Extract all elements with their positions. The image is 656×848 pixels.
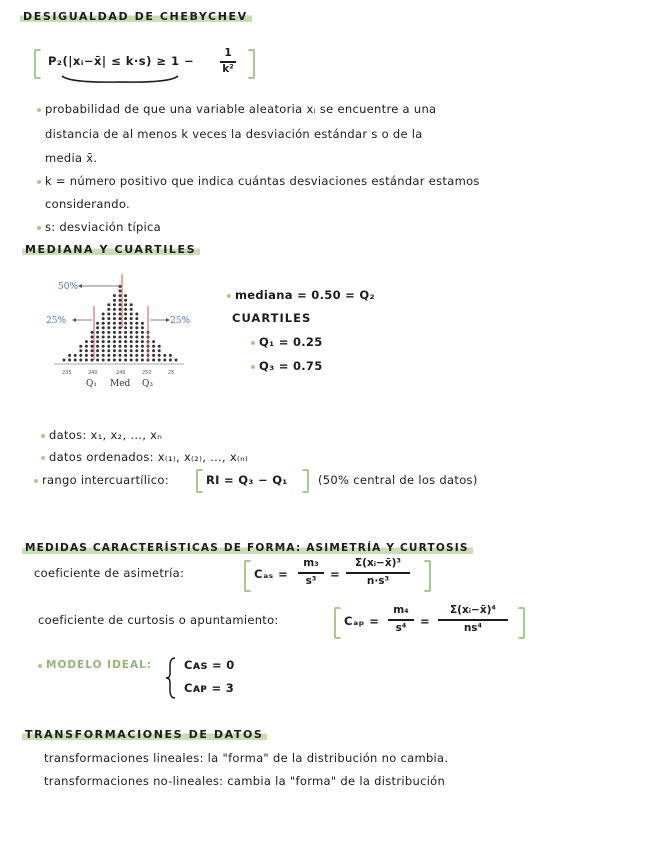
ideal-cap: Cᴀᴘ = 3 — [184, 681, 235, 695]
plot-dot — [130, 308, 133, 311]
plot-dot — [130, 313, 133, 316]
bracket-right — [424, 560, 431, 592]
heading-transformaciones: TRANSFORMACIONES DE DATOS — [22, 727, 267, 741]
plot-dot — [96, 326, 99, 329]
bullet-dot — [38, 664, 42, 668]
plot-dot — [91, 345, 94, 348]
plot-dot — [107, 313, 110, 316]
bullet-dot — [37, 226, 41, 230]
plot-dot — [135, 331, 138, 334]
fraction-bar — [388, 619, 414, 621]
underbrace — [60, 74, 180, 86]
plot-dot — [85, 345, 88, 348]
plot-dot — [113, 322, 116, 325]
plot-dot — [135, 354, 138, 357]
plot-dot — [141, 354, 144, 357]
plot-dot — [91, 336, 94, 339]
bracket-left — [34, 49, 41, 79]
plot-dot — [130, 331, 133, 334]
plot-q1: Q₁ — [86, 379, 97, 389]
chebyshev-bullet-2b: considerando. — [45, 197, 130, 211]
bracket-left — [334, 607, 341, 639]
plot-dot — [124, 326, 127, 329]
plot-dot — [124, 354, 127, 357]
chebyshev-bullet-2: k = número positivo que indica cuántas desviaciones estándar estamos — [45, 174, 480, 188]
plot-dot — [152, 354, 155, 357]
plot-dot — [141, 349, 144, 352]
plot-dot — [135, 326, 138, 329]
asim-num1: m₃ — [303, 557, 319, 569]
plot-dot — [113, 317, 116, 320]
plot-dot — [163, 354, 166, 357]
plot-dot — [113, 336, 116, 339]
plot-dot — [102, 340, 105, 343]
plot-dot — [102, 336, 105, 339]
plot-dot — [124, 299, 127, 302]
plot-dot — [79, 345, 82, 348]
plot-dot — [124, 345, 127, 348]
plot-tick: 250 — [142, 370, 152, 376]
plot-dot — [135, 345, 138, 348]
plot-dot — [124, 308, 127, 311]
plot-dot — [79, 359, 82, 362]
plot-dot — [135, 349, 138, 352]
plot-dot — [119, 294, 122, 297]
plot-dot — [107, 326, 110, 329]
plot-dot — [91, 359, 94, 362]
chebyshev-bullet-3: s: desviación típica — [45, 220, 162, 234]
cuartiles-label: CUARTILES — [232, 311, 312, 325]
plot-dot — [107, 331, 110, 334]
bullet-dot — [37, 180, 41, 184]
plot-dot — [107, 359, 110, 362]
plot-dot — [74, 359, 77, 362]
plot-dot — [119, 313, 122, 316]
plot-dot — [96, 322, 99, 325]
plot-dot — [107, 317, 110, 320]
plot-dot — [141, 340, 144, 343]
plot-dot — [119, 317, 122, 320]
rango-note: (50% central de los datos) — [318, 473, 478, 487]
plot-dot — [152, 345, 155, 348]
curt-num2: Σ(xᵢ−x̄)⁴ — [449, 604, 496, 616]
plot-dot — [113, 359, 116, 362]
plot-dot — [79, 354, 82, 357]
bullet-dot — [227, 294, 231, 298]
plot-dot — [119, 322, 122, 325]
fraction-bar — [298, 572, 324, 574]
plot-dot — [113, 294, 116, 297]
plot-dot — [135, 322, 138, 325]
plot-dot — [141, 326, 144, 329]
plot-dot — [74, 354, 77, 357]
rango-formula: RI = Q₃ − Q₁ — [206, 473, 288, 487]
modelo-ideal-label: MODELO IDEAL: — [46, 659, 152, 671]
plot-dot — [91, 354, 94, 357]
plot-dot — [130, 336, 133, 339]
plot-dot — [107, 340, 110, 343]
plot-dot — [102, 349, 105, 352]
plot-dot — [113, 349, 116, 352]
plot-dot — [113, 303, 116, 306]
bracket-left — [244, 560, 251, 592]
plot-dot — [158, 354, 161, 357]
fraction-bar — [438, 619, 508, 621]
chebyshev-bullet-1: probabilidad de que una variable aleatoria xᵢ se encuentre a una — [45, 102, 437, 116]
plot-dot — [113, 354, 116, 357]
plot-dot — [107, 354, 110, 357]
plot-dot — [102, 359, 105, 362]
plot-dot — [96, 345, 99, 348]
curt-den2: ns⁴ — [463, 622, 483, 634]
bracket-left — [196, 469, 203, 493]
plot-dot — [107, 345, 110, 348]
plot-dot — [130, 317, 133, 320]
plot-dot — [124, 313, 127, 316]
plot-dot — [113, 331, 116, 334]
curt-num1: m₄ — [393, 604, 409, 616]
datos-line: datos: x₁, x₂, ..., xₙ — [49, 428, 163, 442]
plot-dot — [119, 326, 122, 329]
plot-dot — [96, 359, 99, 362]
bracket-right — [302, 469, 309, 493]
chebyshev-bullet-1c: media x̄. — [45, 151, 98, 165]
plot-dot — [91, 349, 94, 352]
plot-dot — [107, 322, 110, 325]
plot-dot — [124, 336, 127, 339]
plot-dot — [175, 359, 178, 362]
bullet-dot — [41, 434, 45, 438]
plot-dot — [135, 336, 138, 339]
ordenados-line: datos ordenados: x₍₁₎, x₍₂₎, ..., x₍ₙ₎ — [49, 450, 249, 464]
chebyshev-frac-num: 1 — [224, 47, 232, 59]
plot-dot — [102, 317, 105, 320]
curt-den1: s⁴ — [395, 622, 407, 634]
bullet-dot — [37, 108, 41, 112]
chebyshev-frac-den: k² — [222, 63, 234, 75]
bullet-dot — [251, 341, 255, 345]
plot-dot — [96, 331, 99, 334]
plot-dot — [68, 354, 71, 357]
plot-label-25-right: 25% — [170, 316, 191, 326]
plot-dot — [135, 313, 138, 316]
heading-forma: MEDIDAS CARACTERÍSTICAS DE FORMA: ASIMETRÍA Y CURTOSIS — [22, 541, 473, 555]
transf-line-1: transformaciones lineales: la "forma" de la distribución no cambia. — [44, 751, 449, 765]
chebyshev-formula: P₂(|xᵢ−x̄| ≤ k·s) ≥ 1 − — [48, 54, 195, 68]
plot-dot — [102, 331, 105, 334]
plot-dot — [102, 313, 105, 316]
plot-dot — [79, 349, 82, 352]
plot-dot — [119, 354, 122, 357]
plot-dot — [107, 349, 110, 352]
plot-dot — [124, 349, 127, 352]
plot-tick: 240 — [88, 370, 98, 376]
plot-dot — [102, 326, 105, 329]
plot-dot — [85, 340, 88, 343]
plot-dot — [119, 349, 122, 352]
plot-dot — [102, 322, 105, 325]
bullet-dot — [251, 365, 255, 369]
chebyshev-bullet-1b: distancia de al menos k veces la desviación estándar s o de la — [45, 127, 423, 141]
plot-dot — [158, 359, 161, 362]
ideal-cas: Cᴀs = 0 — [184, 658, 235, 672]
plot-dot — [63, 359, 66, 362]
plot-dot — [141, 322, 144, 325]
asim-den2: n·s³ — [366, 575, 390, 587]
plot-dot — [124, 340, 127, 343]
plot-dot — [107, 308, 110, 311]
plot-dot — [130, 322, 133, 325]
plot-dot — [119, 340, 122, 343]
plot-dot — [124, 317, 127, 320]
bullet-dot — [41, 456, 45, 460]
plot-dot — [141, 331, 144, 334]
plot-tick: 25 — [168, 370, 175, 376]
plot-dot — [113, 340, 116, 343]
plot-dot — [113, 308, 116, 311]
plot-dot — [119, 359, 122, 362]
plot-dot — [130, 359, 133, 362]
plot-dot — [158, 345, 161, 348]
plot-dot — [163, 359, 166, 362]
asim-lhs: Cₐₛ = — [254, 567, 289, 581]
plot-dot — [124, 359, 127, 362]
plot-q3: Q₃ — [142, 379, 153, 389]
bracket-right — [248, 49, 255, 79]
plot-dot — [130, 349, 133, 352]
plot-dot — [68, 359, 71, 362]
mediana-line: mediana = 0.50 = Q₂ — [235, 288, 375, 302]
plot-dot — [107, 303, 110, 306]
plot-dot — [113, 345, 116, 348]
plot-dot — [96, 340, 99, 343]
plot-tick: 245 — [116, 370, 126, 376]
plot-dot — [91, 331, 94, 334]
plot-dot — [124, 331, 127, 334]
plot-dot — [119, 336, 122, 339]
plot-dot — [119, 345, 122, 348]
asimetria-label: coeficiente de asimetría: — [34, 566, 185, 580]
plot-label-50: 50% — [58, 282, 79, 292]
plot-dot — [119, 299, 122, 302]
plot-dot — [158, 349, 161, 352]
plot-dot — [119, 331, 122, 334]
plot-dot — [130, 303, 133, 306]
bracket-right — [518, 607, 525, 639]
plot-dot — [152, 359, 155, 362]
plot-dot — [135, 340, 138, 343]
plot-dot — [102, 345, 105, 348]
plot-dot — [91, 340, 94, 343]
curtosis-label: coeficiente de curtosis o apuntamiento: — [38, 613, 279, 627]
plot-dot — [124, 322, 127, 325]
plot-dot — [96, 354, 99, 357]
plot-dot — [152, 340, 155, 343]
q3-line: Q₃ = 0.75 — [259, 359, 323, 373]
plot-dot — [130, 354, 133, 357]
rango-label: rango intercuartílico: — [42, 473, 169, 487]
heading-mediana: MEDIANA Y CUARTILES — [22, 242, 200, 256]
plot-dot — [119, 308, 122, 311]
plot-dot — [96, 349, 99, 352]
bullet-dot — [34, 479, 38, 483]
plot-dot — [85, 359, 88, 362]
plot-dot — [152, 349, 155, 352]
plot-dot — [113, 326, 116, 329]
plot-med: Med — [110, 379, 131, 389]
plot-dot — [113, 313, 116, 316]
plot-dot — [96, 336, 99, 339]
plot-dot — [124, 294, 127, 297]
plot-dot — [113, 299, 116, 302]
plot-dot — [130, 345, 133, 348]
transf-line-2: transformaciones no-lineales: cambia la "forma" de la distribución — [44, 774, 446, 788]
plot-dot — [107, 336, 110, 339]
plot-dot — [124, 303, 127, 306]
asim-den1: s³ — [305, 575, 317, 587]
plot-dot — [135, 317, 138, 320]
fraction-bar — [346, 572, 410, 574]
heading-chebyshev: DESIGUALDAD DE CHEBYCHEV — [20, 9, 252, 23]
curly-brace — [164, 656, 178, 700]
plot-dot — [85, 349, 88, 352]
plot-dot — [141, 336, 144, 339]
plot-dot — [141, 359, 144, 362]
plot-tick: 235 — [62, 370, 72, 376]
plot-dot — [141, 345, 144, 348]
curt-lhs: Cₐₚ = — [344, 614, 380, 628]
asim-num2: Σ(xᵢ−x̄)³ — [354, 557, 401, 569]
plot-dot — [135, 359, 138, 362]
plot-dot — [130, 340, 133, 343]
plot-label-25-left: 25% — [46, 316, 67, 326]
plot-dot — [169, 359, 172, 362]
plot-dot — [119, 290, 122, 293]
plot-dot — [85, 354, 88, 357]
plot-dot — [102, 354, 105, 357]
plot-dot — [130, 326, 133, 329]
dot-plot — [44, 268, 194, 390]
plot-dot — [119, 303, 122, 306]
q1-line: Q₁ = 0.25 — [259, 335, 323, 349]
plot-dot — [169, 354, 172, 357]
